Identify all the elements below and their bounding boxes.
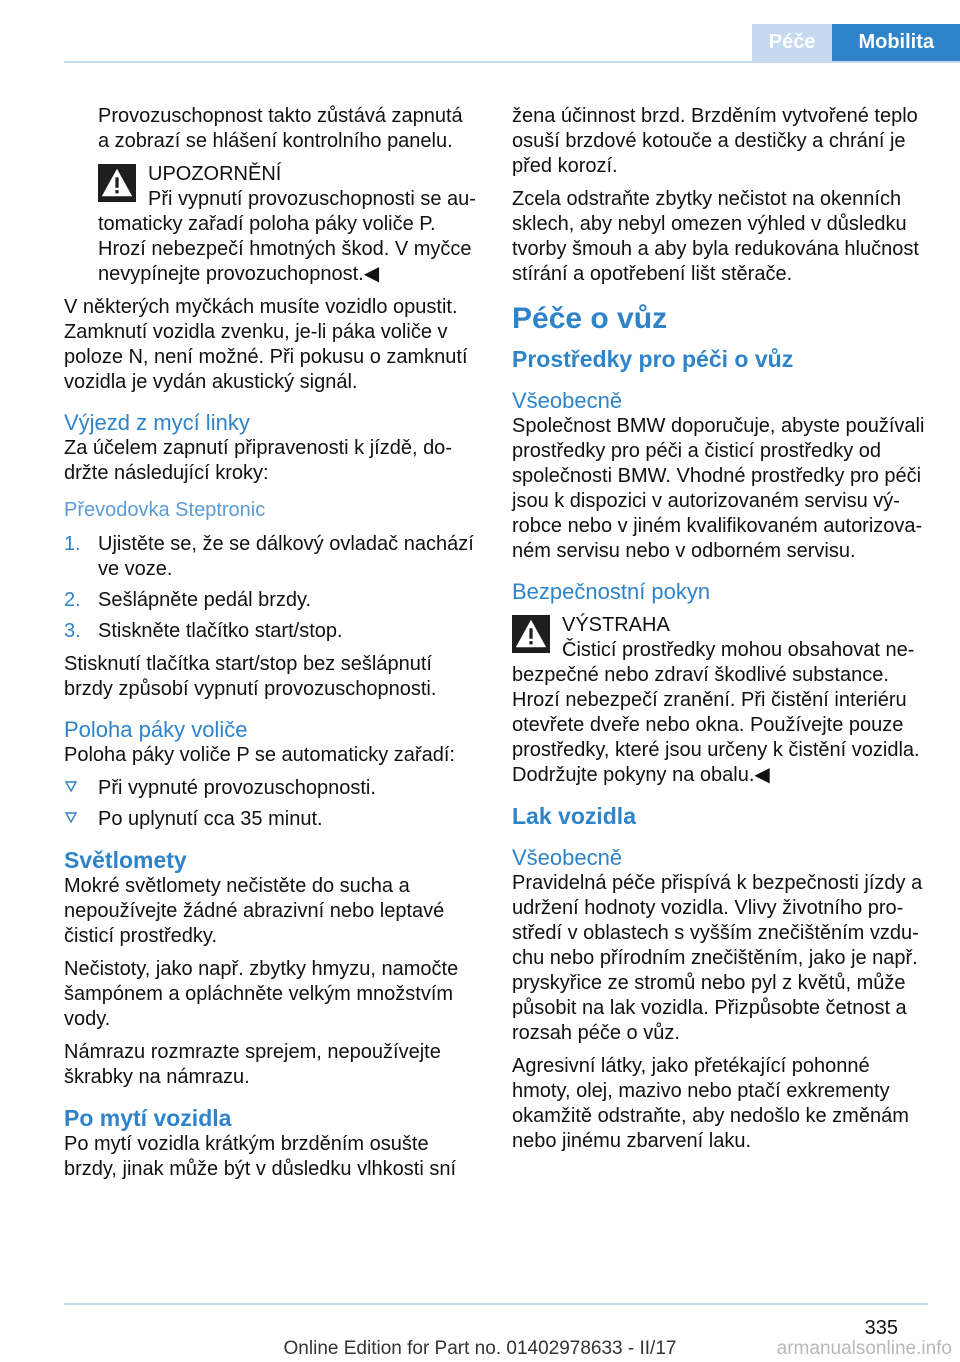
list-item (64, 619, 476, 644)
warning-title: VÝSTRAHA (562, 614, 670, 636)
tab-mobilita[interactable]: Mobilita (832, 24, 960, 61)
watermark: armanualsonline.info (776, 1338, 952, 1359)
list-item (64, 588, 476, 613)
heading-car-care: Péče o vůz (512, 302, 668, 335)
warning-box-vystraha (512, 613, 928, 788)
heading-selector-position: Poloha páky voliče (64, 717, 248, 742)
heading-general-1: Všeobecně (512, 388, 623, 413)
heading-care-products: Prostředky pro péči o vůz (512, 346, 794, 372)
step-text: Stiskněte tlačítko start/stop. (98, 620, 343, 642)
warning-triangle-icon (98, 164, 136, 202)
paint-paragraph-1: Pravidelná péče přispívá k bezpečnosti jízdy a udržení hodnoty vozidla. Vlivy životního prostředí v oblastech s vyšším znečištěním vzduchu nebo přírodním znečištěním, jako je např. pryskyřice ze stromů nebo pyl z květů, může působit na lak vozidla. Přizpůsobte četnost a rozsah péče o vůz. (512, 872, 923, 1044)
left-column (64, 104, 476, 1190)
step-number: 2. (64, 589, 81, 611)
after-wash-paragraph: Po mytí vozidla krátkým brzděním osušte brzdy, jinak může být v důsledku vlhkosti sní (64, 1133, 457, 1180)
bullet-text: Při vypnuté provozuschopnosti. (98, 777, 376, 799)
intro-paragraph: Provozuschopnost takto zůstává zapnutá a zobrazí se hlášení kontrolního panelu. (98, 105, 463, 152)
start-stop-paragraph: Stisknutí tlačítka start/stop bez sešlápnutí brzdy způsobí vypnutí provozuschopnosti. (64, 653, 437, 700)
bullet-triangle-icon (64, 807, 78, 827)
footer-rule (64, 1303, 928, 1305)
heading-steptronic: Převodovka Steptronic (64, 499, 266, 521)
warning-body: Čisticí prostředky mohou obsahovat nebezpečné nebo zdraví škodlivé substance. Hrozí nebezpečí zranění. Při čistění interiéru otevřete dveře nebo okna. Používejte pouze prostředky, které jsou určeny k čistění vozidla. Dodržujte pokyny na obalu.◀ (512, 639, 920, 786)
list-item (64, 776, 476, 801)
exit-paragraph: Za účelem zapnutí připravenosti k jízdě, dodržte následující kroky: (64, 437, 452, 484)
steps-list (64, 532, 476, 644)
lock-paragraph: V některých myčkách musíte vozidlo opustit. Zamknutí vozidla zvenku, je-li páka voliče v poloze N, není možné. Při pokusu o zamknutí vozidla je vydán akustický signál. (64, 296, 468, 393)
list-item (64, 532, 476, 582)
brakes-continued-paragraph: žena účinnost brzd. Brzděním vytvořené teplo osuší brzdové kotouče a destičky a chrání je před korozí. (512, 105, 918, 177)
step-number: 1. (64, 533, 81, 555)
heading-safety-note: Bezpečnostní pokyn (512, 579, 711, 604)
page-number: 335 (864, 1317, 898, 1339)
paint-paragraph-2: Agresivní látky, jako přetékající pohonné hmoty, olej, mazivo nebo ptačí exkrementy okamžitě odstraňte, aby nedošlo ke změnám nebo jinému zbarvení laku. (512, 1055, 909, 1152)
right-column (512, 104, 928, 1162)
heading-headlights: Světlomety (64, 847, 187, 873)
tab-pece[interactable]: Péče (752, 24, 833, 61)
general-paragraph-1: Společnost BMW doporučuje, abyste používali prostředky pro péči a čisticí prostředky od společnosti BMW. Vhodné prostředky pro péči jsou k dispozici v autorizovaném servisu výrobce nebo v jiném kvalifikovaném autorizovaném servisu nebo v odborném servisu. (512, 415, 925, 562)
header-tabs (752, 24, 960, 61)
heading-exit-wash: Výjezd z mycí linky (64, 410, 250, 435)
bullet-text: Po uplynutí cca 35 minut. (98, 808, 323, 830)
headlights-paragraph-3: Námrazu rozmrazte sprejem, nepoužívejte škrabky na námrazu. (64, 1041, 441, 1088)
header-rule (64, 61, 960, 63)
windows-paragraph: Zcela odstraňte zbytky nečistot na okenních sklech, aby nebyl omezen výhled v důsledku tvorby šmouh a aby byla redukována hlučnost stírání a opotřebení lišt stěrače. (512, 188, 919, 285)
selector-paragraph: Poloha páky voliče P se automaticky zařadí: (64, 744, 455, 766)
selector-bullet-list (64, 776, 476, 832)
list-item (64, 807, 476, 832)
heading-general-2: Všeobecně (512, 845, 623, 870)
headlights-paragraph-1: Mokré světlomety nečistěte do sucha a nepoužívejte žádné abrazivní nebo leptavé čisticí prostředky. (64, 875, 445, 947)
heading-paint: Lak vozidla (512, 803, 636, 829)
headlights-paragraph-2: Nečistoty, jako např. zbytky hmyzu, namočte šampónem a opláchněte velkým množstvím vody. (64, 958, 459, 1030)
footer-edition: Online Edition for Part no. 01402978633 - II/17 (283, 1338, 677, 1359)
warning-box-upozorneni (64, 162, 476, 287)
bullet-triangle-icon (64, 776, 78, 796)
step-number: 3. (64, 620, 81, 642)
step-text: Sešlápněte pedál brzdy. (98, 589, 312, 611)
step-text: Ujistěte se, že se dálkový ovladač nachází ve voze. (98, 533, 474, 580)
warning-title: UPOZORNĚNÍ (148, 163, 282, 185)
warning-triangle-icon (512, 615, 550, 653)
heading-after-wash: Po mytí vozidla (64, 1105, 232, 1131)
warning-body: Při vypnutí provozuschopnosti se automaticky zařadí poloha páky voliče P. Hrozí nebezpečí hmotných škod. V myčce nevypínejte provozuchopnost.◀ (98, 188, 476, 285)
